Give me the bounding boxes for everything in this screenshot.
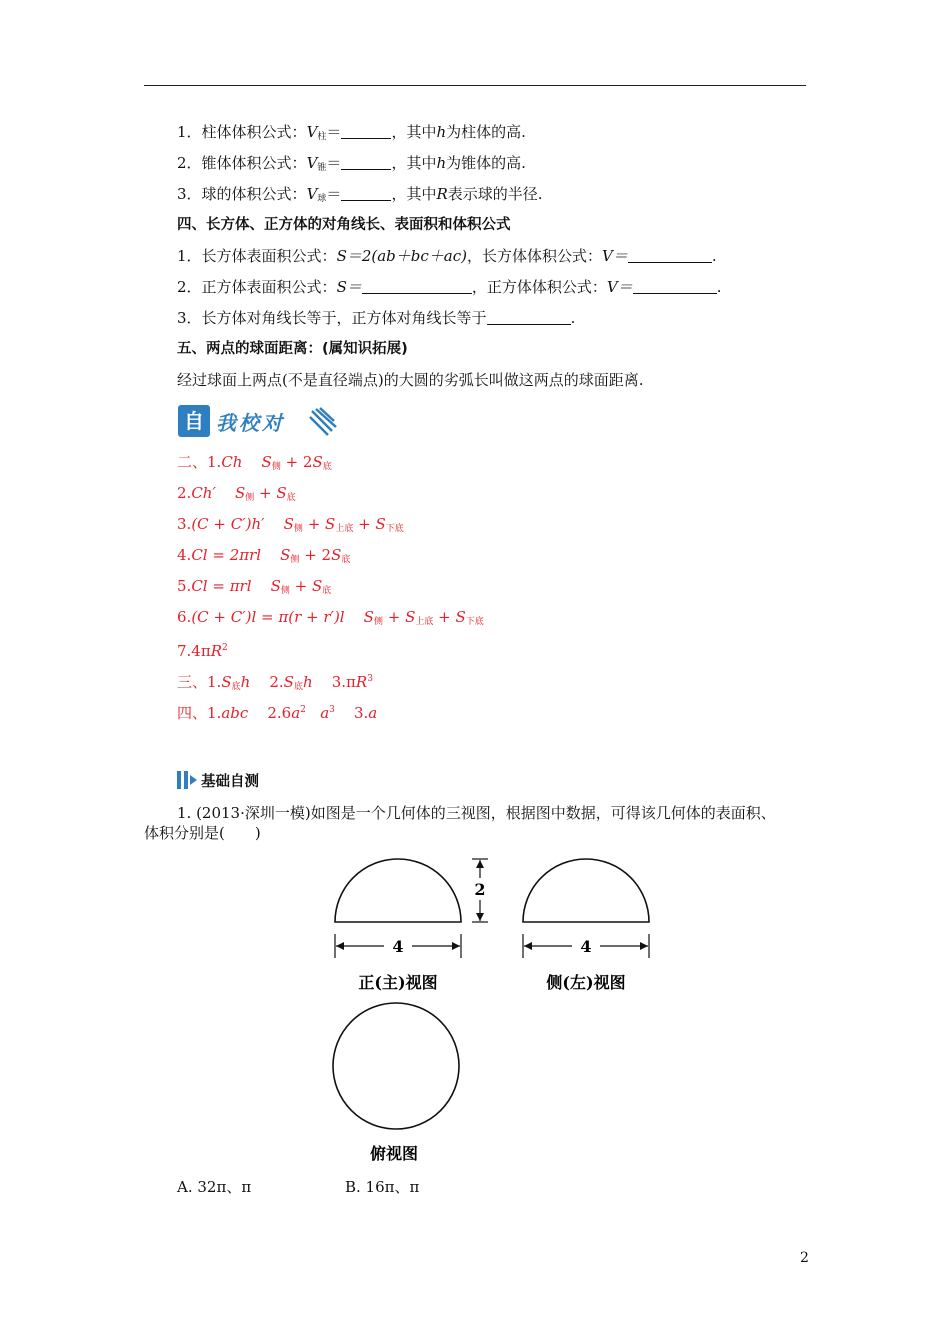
self-check-label: 我校对 [216, 411, 285, 435]
top-view-circle [333, 1003, 459, 1129]
section-five-heading: 五、两点的球面距离：(属知识拓展) [177, 341, 408, 357]
answer-line-9: 四、1.abc $2.6a^2$ $a^3$ 3.a [177, 704, 378, 722]
height-label: 2 [474, 880, 486, 899]
self-check-banner [178, 403, 338, 439]
answer-line-6: 6.(C + C′)l = π(r + r′)l $S_侧 + S_{上底} + S_{下底}$ [177, 608, 484, 627]
side-width-label: 4 [580, 937, 592, 956]
answer-blank [341, 186, 391, 201]
volume-formula-1: 1．柱体体积公式：$V_柱=$ ，其中h为柱体的高. [177, 123, 526, 142]
front-view-caption: 正(主)视图 [358, 973, 438, 992]
option-b: B. 16π、π [345, 1178, 420, 1196]
answer-blank [341, 124, 391, 139]
header-rule [144, 85, 806, 86]
front-width-label: 4 [392, 937, 404, 956]
cuboid-formula-line: 1．长方体表面积公式：S＝2(ab＋bc＋ac)，长方体体积公式：V＝ . [177, 247, 717, 265]
heading-arrow-icon [190, 775, 197, 785]
volume-formula-2: 2．锥体体积公式：$V_锥=$ ，其中h为锥体的高. [177, 154, 526, 173]
page-number: 2 [800, 1250, 809, 1266]
basic-test-title: 基础自测 [201, 774, 259, 790]
answer-line-8: 三、$1.S_底h$ $2.S_底h$ $3.\pi R^3$ [177, 673, 373, 692]
spherical-distance-text: 经过球面上两点(不是直径端点)的大圆的劣弧长叫做这两点的球面距离. [177, 371, 644, 389]
front-width-arrow-right [452, 942, 460, 950]
front-width-arrow-left [336, 942, 344, 950]
answer-line-4: 4.Cl = 2πrl $S_侧 + 2S_底$ [177, 546, 351, 565]
answer-line-5: 5.Cl = πrl $S_侧 + S_底$ [177, 577, 332, 596]
answer-blank [628, 248, 712, 263]
heading-bar-icon [184, 771, 188, 789]
top-view-caption: 俯视图 [369, 1144, 419, 1163]
diagonal-formula-line: 3．长方体对角线长等于，正方体对角线长等于 . [177, 309, 576, 327]
side-view-caption: 侧(左)视图 [546, 973, 626, 992]
height-arrow-down [476, 913, 484, 921]
brush-stroke-icon [308, 405, 338, 437]
question-1-line-1: 1. (2013·深圳一模)如图是一个几何体的三视图，根据图中数据，可得该几何体的表面积、 [177, 804, 776, 822]
section-four-heading: 四、长方体、正方体的对角线长、表面积和体积公式 [177, 217, 511, 233]
question-1-line-2: 体积分别是( ) [144, 824, 261, 842]
heading-bar-icon [177, 771, 181, 789]
side-width-arrow-right [640, 942, 648, 950]
side-view-semicircle [523, 859, 649, 922]
answer-line-3: 3.(C + C′)h′ $S_侧 + S_{上底} + S_{下底}$ [177, 515, 404, 534]
cube-formula-line: 2．正方体表面积公式：S＝ ，正方体体积公式：V＝ . [177, 278, 722, 296]
front-view-semicircle [335, 859, 461, 922]
height-arrow-up [476, 860, 484, 868]
answer-line-7: $7.4\pi R^2$ [177, 642, 228, 660]
three-view-figure [320, 850, 670, 1170]
volume-formula-3: 3．球的体积公式：$V_球=$ ，其中R表示球的半径. [177, 185, 543, 204]
option-a: A. 32π、π [177, 1178, 252, 1196]
answer-line-1: 二、1.Ch $S_侧 + 2S_底$ [177, 453, 332, 472]
answer-blank [362, 279, 472, 294]
self-check-badge: 自 [178, 405, 210, 437]
answer-line-2: 2.Ch′ $S_侧 + S_底$ [177, 484, 296, 503]
side-width-arrow-left [524, 942, 532, 950]
answer-blank [341, 155, 391, 170]
answer-blank [487, 310, 571, 325]
answer-blank [633, 279, 717, 294]
